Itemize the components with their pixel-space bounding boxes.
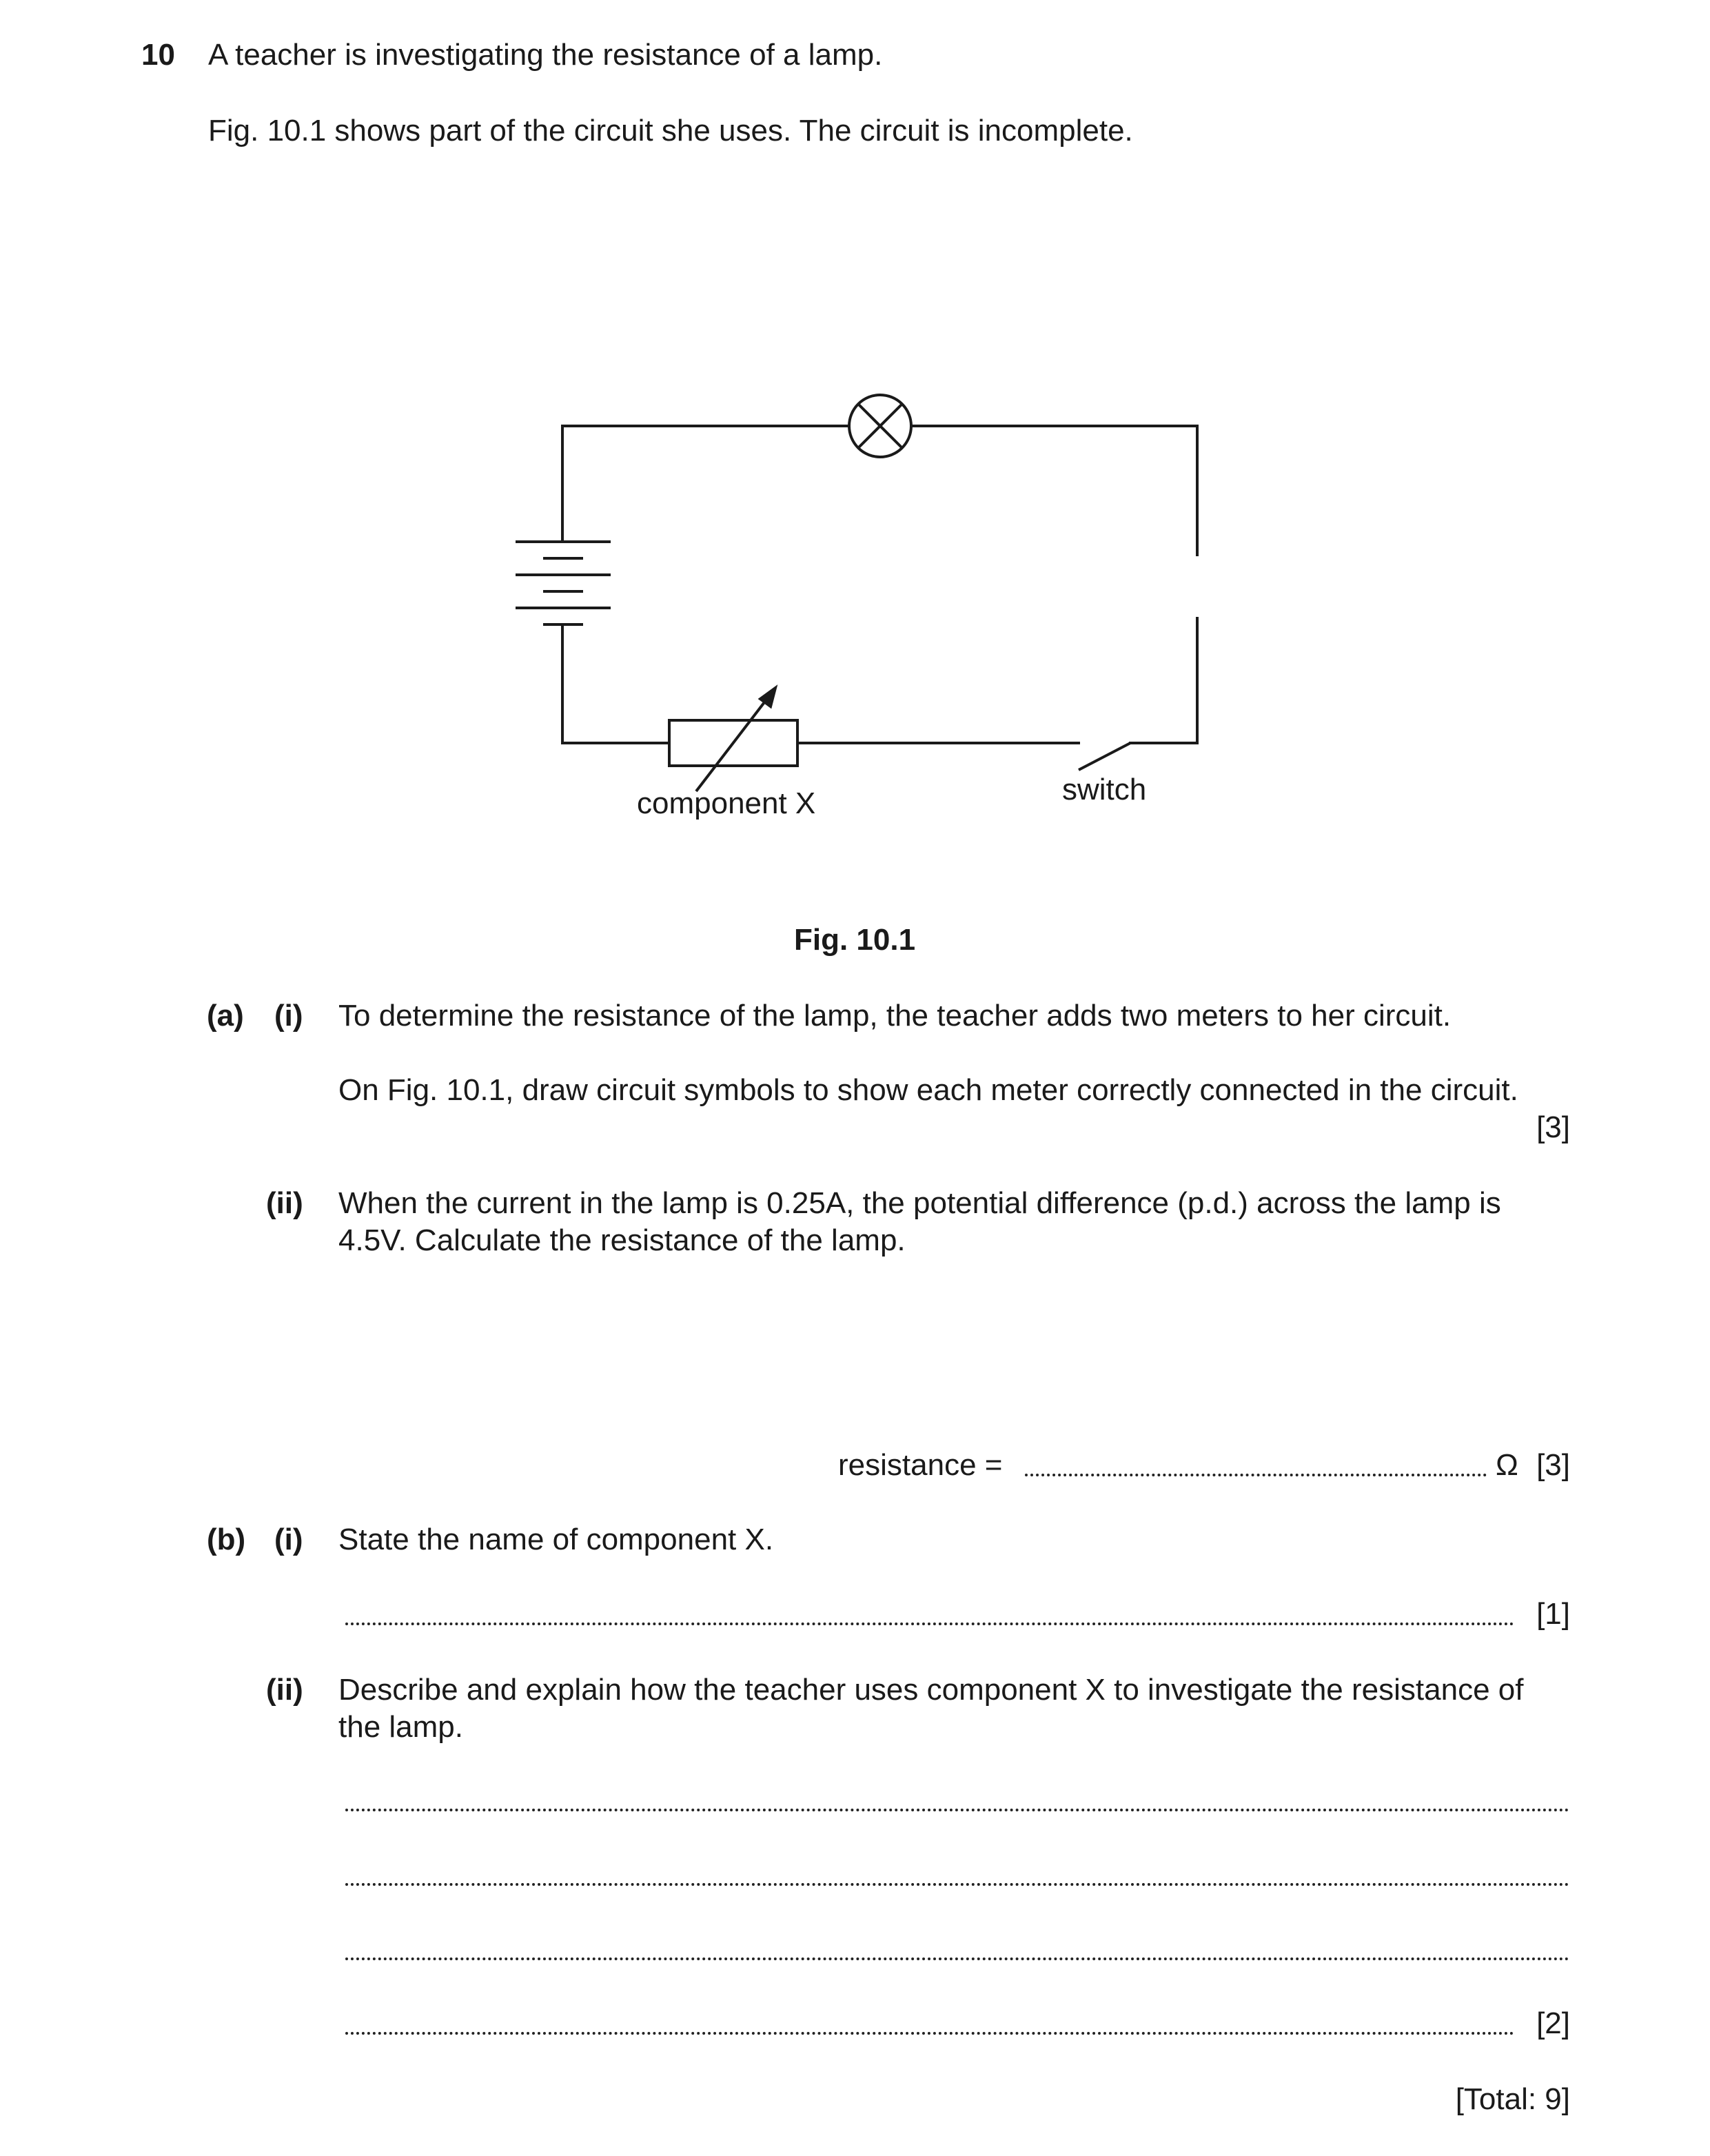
part-a-ii-text-1: When the current in the lamp is 0.25A, the potential difference (p.d.) across the lamp is — [338, 1186, 1501, 1220]
part-a-label: (a) — [207, 999, 244, 1033]
answer-line-3[interactable] — [345, 1957, 1569, 1960]
part-a-ii-text-2: 4.5V. Calculate the resistance of the lamp. — [338, 1223, 906, 1257]
part-b-i-marks: [1] — [1536, 1597, 1570, 1631]
lamp-symbol — [849, 395, 911, 457]
question-intro: A teacher is investigating the resistance of a lamp. — [208, 38, 883, 72]
answer-line-1[interactable] — [345, 1809, 1569, 1811]
part-a-i-text-2: On Fig. 10.1, draw circuit symbols to show each meter correctly connected in the circuit. — [338, 1073, 1518, 1107]
part-b-i-text: State the name of component X. — [338, 1523, 774, 1556]
part-b-label: (b) — [207, 1523, 246, 1556]
part-b-i-label: (i) — [274, 1523, 303, 1556]
part-a-i-text-1: To determine the resistance of the lamp, the teacher adds two meters to her circuit. — [338, 999, 1452, 1033]
part-a-ii-marks: [3] — [1536, 1448, 1570, 1482]
switch-symbol — [1079, 743, 1130, 770]
variable-resistor-symbol — [669, 688, 797, 791]
question-number: 10 — [141, 38, 175, 72]
resistance-label: resistance = — [838, 1448, 1003, 1482]
battery-symbol — [516, 542, 611, 624]
figure-intro: Fig. 10.1 shows part of the circuit she uses. The circuit is incomplete. — [208, 114, 1133, 148]
part-b-ii-label: (ii) — [266, 1673, 303, 1707]
part-b-ii-marks: [2] — [1536, 2006, 1570, 2040]
answer-line-2[interactable] — [345, 1883, 1569, 1886]
switch-label: switch — [1062, 773, 1147, 806]
resistance-answer-line[interactable] — [1025, 1474, 1487, 1476]
component-x-label: component X — [637, 786, 816, 820]
part-b-ii-text-1: Describe and explain how the teacher uses component X to investigate the resistance of — [338, 1673, 1524, 1707]
part-a-ii-label: (ii) — [266, 1186, 303, 1220]
component-x-answer-line[interactable] — [345, 1623, 1514, 1625]
ohm-unit: Ω — [1496, 1448, 1518, 1482]
part-b-ii-text-2: the lamp. — [338, 1710, 463, 1744]
figure-caption: Fig. 10.1 — [794, 923, 916, 957]
answer-line-4[interactable] — [345, 2032, 1514, 2035]
part-a-i-marks: [3] — [1536, 1110, 1570, 1144]
total-marks: [Total: 9] — [1455, 2082, 1570, 2116]
part-a-i-label: (i) — [274, 999, 303, 1033]
